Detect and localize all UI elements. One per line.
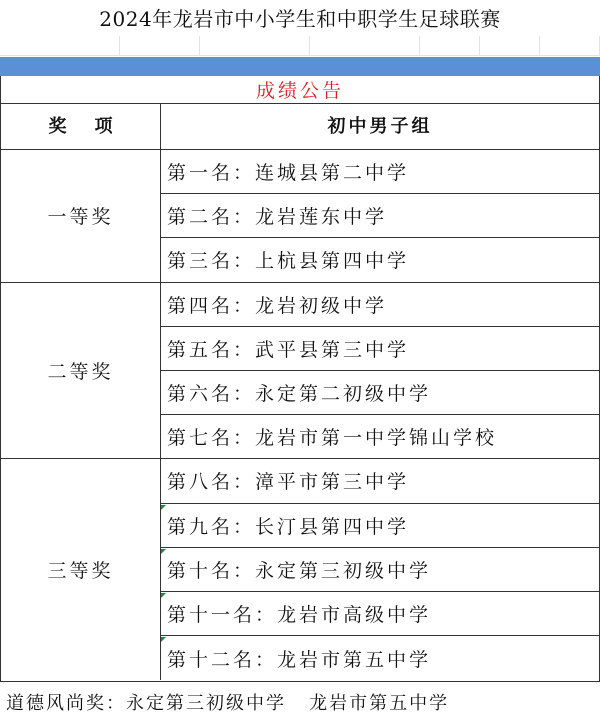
ranking-row: 第五名：武平县第三中学 [161, 327, 599, 371]
notice-heading: 成绩公告 [1, 76, 599, 104]
grid-cell [0, 36, 120, 56]
header-award: 奖项 [1, 104, 161, 150]
cell-marker-icon [161, 505, 166, 510]
cell-marker-icon [161, 637, 166, 642]
ranking-row: 第二名：龙岩莲东中学 [161, 194, 599, 238]
award-tier: 一等奖 [1, 150, 161, 283]
cell-marker-icon [161, 549, 166, 554]
grid-cell [480, 36, 540, 56]
grid-cell [120, 36, 200, 56]
ranking-row: 第八名：漳平市第三中学 [161, 459, 599, 503]
ranking-row: 第六名：永定第二初级中学 [161, 371, 599, 415]
header-group: 初中男子组 [161, 104, 599, 150]
ranking-row: 第三名：上杭县第四中学 [161, 238, 599, 282]
empty-spreadsheet-row [0, 36, 600, 57]
grid-cell [310, 36, 420, 56]
award-tier: 二等奖 [1, 283, 161, 460]
ranking-row: 第四名：龙岩初级中学 [161, 283, 599, 327]
grid-cell [540, 36, 600, 56]
ranking-row: 第七名：龙岩市第一中学锦山学校 [161, 415, 599, 459]
ranking-row: 第十一名：龙岩市高级中学 [161, 592, 599, 636]
cell-marker-icon [161, 593, 166, 598]
grid-cell [200, 36, 310, 56]
header-color-bar [0, 57, 600, 76]
award-tier: 三等奖 [1, 459, 161, 680]
ranking-row: 第九名：长汀县第四中学 [161, 504, 599, 548]
ranking-row: 第十二名：龙岩市第五中学 [167, 648, 432, 671]
page-title: 2024年龙岩市中小学生和中职学生足球联赛 [99, 7, 501, 31]
ranking-row: 第一名：连城县第二中学 [161, 150, 599, 194]
results-table [0, 76, 600, 682]
ranking-row: 第十名：永定第三初级中学 [161, 548, 599, 592]
sportsmanship-award: 道德风尚奖：永定第三初级中学 龙岩市第五中学 [6, 693, 450, 714]
grid-cell [420, 36, 480, 56]
